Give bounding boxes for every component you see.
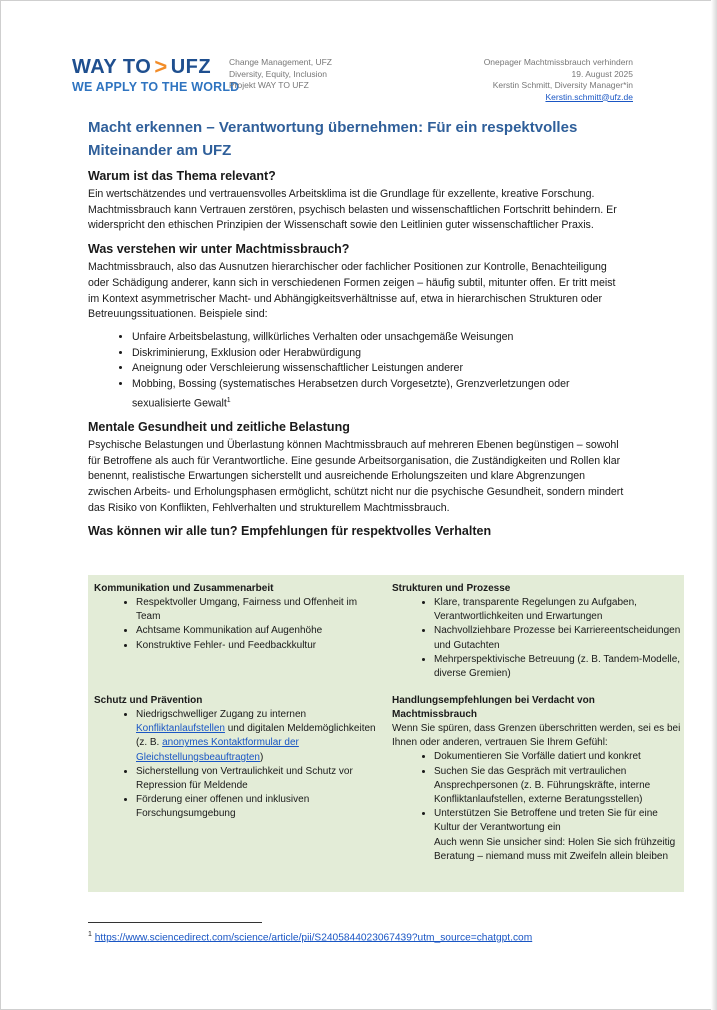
section-heading-why: Warum ist das Thema relevant? [88, 169, 276, 183]
footnote-marker: 1 [226, 396, 231, 404]
way-to-ufz-logo [72, 56, 239, 94]
list-item: • Suchen Sie das Gespräch mit vertraulichen Ansprechpersonen (z. B. Führungskräfte, interne Konfliktanlaufstellen, externe Beratungsstellen) [434, 765, 682, 808]
suspicion-heading: Handlungsempfehlungen bei Verdacht von Machtmissbrauch [392, 695, 595, 720]
section-text-why: Ein wertschätzendes und vertrauensvolles Arbeitsklima ist die Grundlage für exzellente, kreative Forschung. Machtmissbrauch kann Vertrauen zerstören, psychisch belasten und wissenschaftlichen Fortschritt behindern. Er widerspricht den ethischen Prinzipien der Wissenschaft sowie den Leitlinien guter wissenschaftlicher Praxis. [88, 188, 617, 232]
protection-column [94, 694, 384, 822]
logo-chevron-icon: > [154, 54, 168, 79]
list-item: • Klare, transparente Regelungen zu Aufgaben, Verantwortlichkeiten und Erwartungen [434, 596, 682, 624]
list-item-text: ) [259, 751, 264, 763]
logo-right-text: UFZ [170, 56, 212, 78]
main-content [88, 168, 628, 542]
footnote-number: 1 [88, 931, 92, 938]
list-item: • Nachvollziehbare Prozesse bei Karriereentscheidungen und Gutachten [434, 624, 682, 652]
list-item: • Achtsame Kommunikation auf Augenhöhe [136, 624, 384, 638]
logo-wordmark [72, 56, 239, 78]
protection-heading: Schutz und Prävention [94, 695, 203, 706]
list-item: • Sicherstellung von Vertraulichkeit und Schutz vor Repression für Meldende [136, 765, 384, 793]
structures-column [392, 582, 682, 681]
list-item-text: Niedrigschwelliger Zugang zu internen [136, 709, 307, 720]
list-item: • Respektvoller Umgang, Fairness und Offenheit im Team [136, 596, 384, 624]
list-item: • Förderung einer offenen und inklusiven Forschungsumgebung [136, 793, 384, 821]
logo-left-text: WAY TO [72, 56, 152, 78]
footnote-link[interactable]: https://www.sciencedirect.com/science/article/pii/S2405844023067439?utm_source=chatgpt.com [94, 932, 533, 944]
doc-author: Kerstin Schmitt, Diversity Manager*in [492, 80, 633, 90]
protection-list [94, 708, 384, 822]
document-meta [484, 57, 633, 103]
section-text-what: Machtmissbrauch, also das Ausnutzen hierarchischer oder fachlicher Positionen zur Kontrolle, Benachteiligung oder Schädigung anderer, kann sich in verschiedenen Formen zeigen – häufig subtil, mitunter offen. Er tritt meist im Kontext asymmetrischer Macht- und Abhängigkeitsverhältnisse auf, etwa in hierarchischen Strukturen oder Betreuungssituationen. Beispiele sind: [88, 261, 616, 321]
section-text-health: Psychische Belastungen und Überlastung können Machtmissbrauch auf mehreren Ebenen begünstigen – sowohl für Betroffene als auch für Verantwortliche. Eine gesunde Arbeitsorganisation, die Zuständigkeiten und Rollen klar benennt, realistische Erwartungen sicherstellt und ausreichende Erholungszeiten und klare Abgrenzungen zwischen Arbeits- und Erholungsphasen ermöglicht, schützt nicht nur die psychische Gesundheit, sondern mindert das Risiko von Konflikten, Fehlverhalten und strukturellem Machtmissbrauch. [88, 438, 624, 514]
list-item: • Diskriminierung, Exklusion oder Herabwürdigung [132, 346, 628, 362]
suspicion-column [392, 694, 682, 864]
communication-list [94, 596, 384, 653]
list-item: • Aneignung oder Verschleierung wissenschaftlicher Leistungen anderer [132, 361, 628, 377]
suspicion-closing: Auch wenn Sie unsicher sind: Holen Sie sich frühzeitig Beratung – niemand muss mit Zweifeln allein bleiben [434, 836, 676, 862]
org-info [229, 57, 332, 92]
suspicion-list [392, 750, 682, 864]
structures-heading: Strukturen und Prozesse [392, 583, 511, 594]
section-heading-health: Mentale Gesundheit und zeitliche Belastung [88, 419, 350, 434]
list-item: • Konstruktive Fehler- und Feedbackkultur [136, 639, 384, 653]
communication-column [94, 582, 384, 653]
list-item [132, 377, 628, 412]
communication-heading: Kommunikation und Zusammenarbeit [94, 583, 274, 594]
org-line: Projekt WAY TO UFZ [229, 80, 309, 90]
anonymous-contact-form-link[interactable]: anonymes Kontaktformular der Gleichstellungsbeauftragten [136, 737, 299, 763]
footnote [88, 931, 532, 943]
list-item [136, 708, 384, 765]
list-item-text: und digitalen Meldemöglichkeiten (z. B. [136, 723, 376, 749]
list-item-text: Unterstützen Sie Betroffene und treten Sie für eine Kultur der Verantwortung ein [434, 808, 658, 834]
list-item: • Unfaire Arbeitsbelastung, willkürliches Verhalten oder unsachgemäße Weisungen [132, 330, 628, 346]
doc-date: 19. August 2025 [571, 68, 633, 79]
list-item: • Dokumentieren Sie Vorfälle datiert und konkret [434, 750, 682, 764]
author-email-link[interactable]: Kerstin.schmitt@ufz.de [545, 91, 633, 102]
page-edge-shadow [711, 0, 717, 1010]
page-title: Macht erkennen – Verantwortung übernehmen: Für ein respektvolles Miteinander am UFZ [88, 119, 578, 159]
conflict-contacts-link[interactable]: Konfliktanlaufstellen [136, 723, 225, 735]
suspicion-intro: Wenn Sie spüren, dass Grenzen überschritten werden, sei es bei Ihnen oder anderen, vertrauen Sie Ihrem Gefühl: [392, 723, 681, 749]
list-item-text: Mobbing, Bossing (systematisches Herabsetzen durch Vorgesetzte), Grenzverletzungen oder sexualisierte Gewalt [132, 378, 570, 410]
org-line: Diversity, Equity, Inclusion [229, 68, 327, 79]
list-item [434, 807, 682, 864]
org-line: Change Management, UFZ [229, 57, 332, 67]
section-heading-reco: Was können wir alle tun? Empfehlungen für respektvolles Verhalten [88, 524, 492, 539]
recommendations-box [88, 575, 684, 892]
logo-tagline: WE APPLY TO THE WORLD [72, 80, 240, 94]
structures-list [392, 596, 682, 681]
doc-title: Onepager Machtmissbrauch verhindern [483, 57, 633, 67]
examples-list [88, 330, 628, 412]
list-item: • Mehrperspektivische Betreuung (z. B. Tandem-Modelle, diverse Gremien) [434, 653, 682, 681]
section-heading-what: Was verstehen wir unter Machtmissbrauch? [88, 242, 350, 257]
footnote-separator [88, 922, 262, 923]
